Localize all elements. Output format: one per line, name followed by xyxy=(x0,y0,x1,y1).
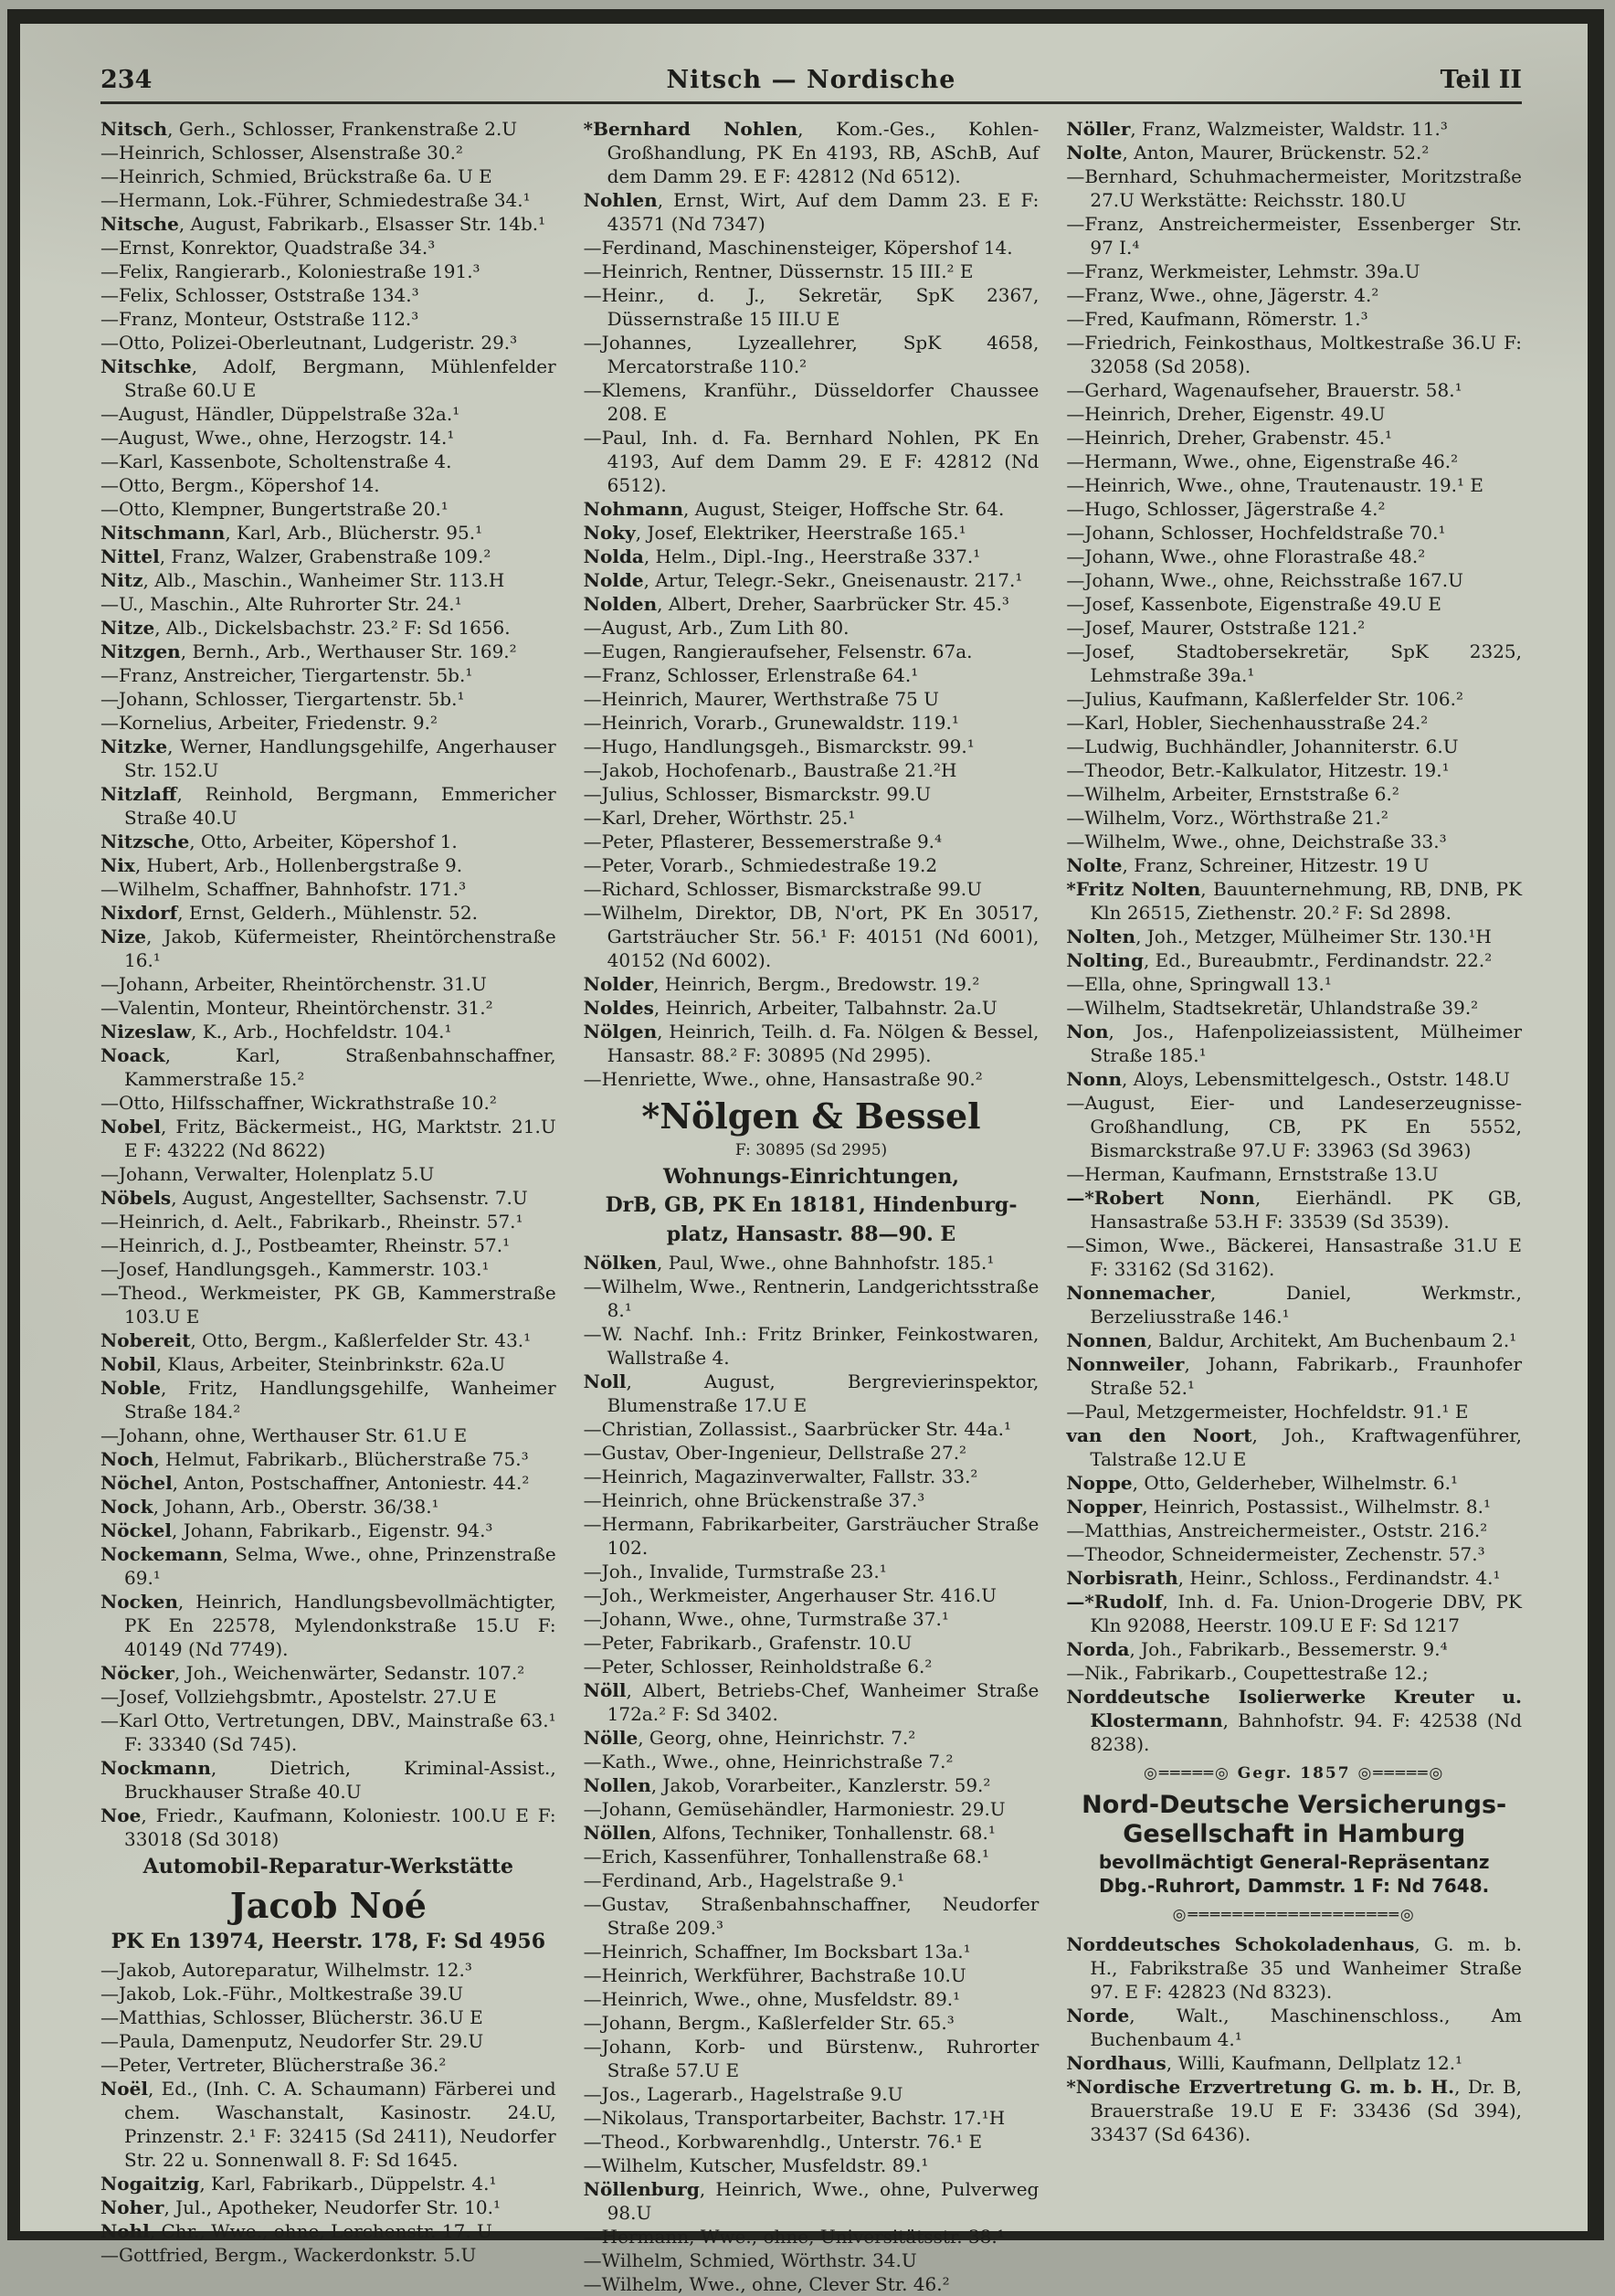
directory-entry: —Otto, Polizei-Oberleutnant, Ludgeristr. 29.³ xyxy=(100,332,518,354)
directory-entry: —Peter, Schlosser, Reinholdstraße 6.² xyxy=(583,1655,933,1677)
directory-entry: —Eugen, Rangieraufseher, Felsenstr. 67a. xyxy=(583,640,973,662)
directory-entry: —*Rudolf, Inh. d. Fa. Union-Drogerie DBV, PK Kln 92088, Heerstr. 109.U E F: Sd 1217 xyxy=(1066,1591,1523,1636)
directory-entry: Nitz, Alb., Maschin., Wanheimer Str. 113.H xyxy=(100,569,505,591)
directory-entry: —Johann, Schlosser, Tiergartenstr. 5b.¹ xyxy=(100,688,465,710)
directory-entry: Nocken, Heinrich, Handlungsbevollmächtigter, PK En 22578, Mylendonkstraße 15.U F: 40149 (Nd 7749). xyxy=(100,1591,556,1660)
surname-bold: Nonnemacher xyxy=(1066,1282,1210,1304)
directory-entry: —Otto, Hilfsschaffner, Wickrathstraße 10.² xyxy=(100,1092,497,1114)
directory-entry: Nöllenburg, Heinrich, Wwe., ohne, Pulverweg 98.U xyxy=(583,2177,1040,2224)
directory-entry: —Peter, Pflasterer, Bessemerstraße 9.⁴ xyxy=(583,831,943,852)
directory-entry: —Heinrich, Rentner, Düssernstr. 15 III.² E xyxy=(583,260,974,282)
surname-bold: Nollen xyxy=(583,1773,651,1796)
directory-entry: —Johann, Korb- und Bürstenw., Ruhrorter Straße 57.U E xyxy=(583,2035,1040,2081)
directory-entry: Nöcker, Joh., Weichenwärter, Sedanstr. 107.² xyxy=(100,1662,525,1684)
directory-entry: —Henriette, Wwe., ohne, Hansastraße 90.² xyxy=(583,1068,983,1090)
ad-line: Gesellschaft in Hamburg xyxy=(1123,1820,1466,1849)
directory-entry: —Nikolaus, Transportarbeiter, Bachstr. 17.¹H xyxy=(583,2106,1006,2129)
directory-entry: —Gerhard, Wagenaufseher, Brauerstr. 58.¹ xyxy=(1066,379,1462,401)
directory-entry: —Heinrich, Vorarb., Grunewaldstr. 119.¹ xyxy=(583,712,959,734)
directory-entry: —Josef, Maurer, Oststraße 121.² xyxy=(1066,617,1366,639)
ad-line: ◎═══════════════════◎ xyxy=(1172,1905,1416,1924)
surname-bold: Norda xyxy=(1066,1638,1130,1660)
directory-entry: —Josef, Stadtobersekretär, SpK 2325, Lehmstraße 39a.¹ xyxy=(1066,640,1523,686)
part-label: Teil II xyxy=(1440,66,1522,94)
directory-entry: —Franz, Werkmeister, Lehmstr. 39a.U xyxy=(1066,260,1420,282)
directory-entry: Nonnemacher, Daniel, Werkmstr., Berzeliusstraße 146.¹ xyxy=(1066,1282,1523,1328)
directory-entry: —Johann, Gemüsehändler, Harmoniestr. 29.U xyxy=(583,1797,1006,1820)
directory-entry: Nöll, Albert, Betriebs-Chef, Wanheimer Straße 172a.² F: Sd 3402. xyxy=(583,1678,1040,1725)
directory-entry: Nitze, Alb., Dickelsbachstr. 23.² F: Sd 1656. xyxy=(100,617,511,639)
directory-entry: —Heinrich, d. Aelt., Fabrikarb., Rheinstr. 57.¹ xyxy=(100,1211,523,1233)
ad-line: F: 30895 (Sd 2995) xyxy=(734,1140,888,1159)
surname-bold: Noble xyxy=(100,1377,161,1399)
directory-entry: —August, Händler, Düppelstraße 32a.¹ xyxy=(100,403,460,425)
directory-entry: —Matthias, Anstreichermeister., Oststr. 216.² xyxy=(1066,1519,1488,1541)
directory-entry: *Fritz Nolten, Bauunternehmung, RB, DNB, PK Kln 26515, Ziethenstr. 20.² F: Sd 2898. xyxy=(1066,878,1523,924)
directory-entry: —Richard, Schlosser, Bismarckstraße 99.U xyxy=(583,878,982,900)
surname-bold: Nonn xyxy=(1066,1068,1123,1090)
directory-entry: Noll, August, Bergrevierinspektor, Blumenstraße 17.U E xyxy=(583,1370,1040,1416)
directory-entry: Nolda, Helm., Dipl.-Ing., Heerstraße 337.¹ xyxy=(583,545,981,567)
surname-bold: Noack xyxy=(100,1044,165,1066)
directory-entry: Nohl, Chr., Wwe., ohne, Lerchenstr. 17. U xyxy=(100,2219,492,2242)
surname-bold: Noll xyxy=(583,1370,627,1392)
ad-line: Nord-Deutsche Versicherungs- xyxy=(1082,1791,1507,1820)
directory-entry: —Wilhelm, Vorz., Wörthstraße 21.² xyxy=(1066,807,1388,829)
directory-entry: —August, Wwe., ohne, Herzogstr. 14.¹ xyxy=(100,427,455,449)
directory-entry: Norde, Walt., Maschinenschloss., Am Buchenbaum 4.¹ xyxy=(1066,2004,1523,2050)
directory-entry: Nolte, Anton, Maurer, Brückenstr. 52.² xyxy=(1066,142,1430,164)
page-number: 234 xyxy=(100,66,153,94)
surname-bold: Nöchel xyxy=(100,1472,173,1494)
columns-container xyxy=(100,117,1522,2296)
surname-bold: Norddeutsche Isolierwerke Kreuter u. Klostermann xyxy=(1066,1686,1523,1731)
directory-entry: *Nordische Erzvertretung G. m. b. H., Dr. B, Brauerstraße 19.U E F: 33436 (Sd 394), 33437 (Sd 6436). xyxy=(1066,2075,1523,2145)
directory-entry: Nolde, Artur, Telegr.-Sekr., Gneisenaustr. 217.¹ xyxy=(583,569,1023,591)
directory-entry: Nöller, Franz, Walzmeister, Waldstr. 11.³ xyxy=(1066,118,1448,140)
directory-entry: —Franz, Wwe., ohne, Jägerstr. 4.² xyxy=(1066,284,1379,306)
directory-entry: —Kath., Wwe., ohne, Heinrichstraße 7.² xyxy=(583,1750,954,1772)
directory-entry: —Heinrich, Dreher, Eigenstr. 49.U xyxy=(1066,403,1386,425)
ad-line: bevollmächtigt General-Repräsentanz xyxy=(1098,1850,1490,1873)
surname-bold: Nix xyxy=(100,854,135,876)
directory-entry: Norda, Joh., Fabrikarb., Bessemerstr. 9.⁴ xyxy=(1066,1638,1448,1660)
directory-entry: —Fred, Kaufmann, Römerstr. 1.³ xyxy=(1066,308,1368,330)
directory-entry: —Ernst, Konrektor, Quadstraße 34.³ xyxy=(100,237,436,259)
directory-entry: Nolten, Joh., Metzger, Mülheimer Str. 130.¹H xyxy=(1066,926,1492,947)
surname-bold: Nolting xyxy=(1066,949,1144,971)
directory-entry: —Johann, Wwe., ohne, Reichsstraße 167.U xyxy=(1066,569,1463,591)
surname-bold: Nitzlaff xyxy=(100,783,177,805)
surname-bold: Nolda xyxy=(583,545,644,567)
surname-bold: Nizeslaw xyxy=(100,1021,191,1042)
surname-bold: Noky xyxy=(583,522,636,544)
directory-entry: —Josef, Vollziehgsbmtr., Apostelstr. 27.U E xyxy=(100,1686,497,1708)
directory-entry: —Nik., Fabrikarb., Coupettestraße 12.; xyxy=(1066,1662,1429,1684)
surname-bold: —*Rudolf xyxy=(1066,1591,1163,1613)
directory-entry: Nöbels, August, Angestellter, Sachsenstr. 7.U xyxy=(100,1187,528,1209)
surname-bold: Nolte xyxy=(1066,854,1123,876)
surname-bold: Nölken xyxy=(583,1251,658,1274)
directory-entry: —Peter, Fabrikarb., Grafenstr. 10.U xyxy=(583,1631,913,1654)
directory-entry: —Paul, Metzgermeister, Hochfeldstr. 91.¹ E xyxy=(1066,1401,1469,1423)
surname-bold: Nöcker xyxy=(100,1662,174,1684)
surname-bold: Noe xyxy=(100,1804,142,1826)
surname-bold: Nitz xyxy=(100,569,143,591)
directory-entry: —Heinrich, Maurer, Werthstraße 75 U xyxy=(583,688,939,710)
directory-entry: —Heinrich, Werkführer, Bachstraße 10.U xyxy=(583,1963,966,1986)
surname-bold: Nitze xyxy=(100,617,155,639)
directory-entry: —Hugo, Schlosser, Jägerstraße 4.² xyxy=(1066,498,1386,520)
surname-bold: Nonnen xyxy=(1066,1329,1147,1351)
directory-entry: —W. Nachf. Inh.: Fritz Brinker, Feinkostwaren, Wallstraße 4. xyxy=(583,1322,1040,1369)
surname-bold: Nolde xyxy=(583,569,644,591)
column-2 xyxy=(584,117,1040,2296)
directory-entry: —Hermann, Wwe., ohne, Universitätsstr. 38.¹ xyxy=(583,2225,1005,2248)
directory-entry: Nölle, Georg, ohne, Heinrichstr. 7.² xyxy=(583,1726,916,1749)
surname-bold: Nohlen xyxy=(583,189,658,211)
directory-entry: Nolte, Franz, Schreiner, Hitzestr. 19 U xyxy=(1066,854,1430,876)
directory-entry: Nogaitzig, Karl, Fabrikarb., Düppelstr. 4.¹ xyxy=(100,2172,497,2195)
surname-bold: Nöller xyxy=(1066,118,1131,140)
directory-entry: —Wilhelm, Wwe., ohne, Deichstraße 33.³ xyxy=(1066,831,1447,852)
directory-entry: —Theodor, Betr.-Kalkulator, Hitzestr. 19.¹ xyxy=(1066,759,1450,781)
directory-entry: —Joh., Invalide, Turmstraße 23.¹ xyxy=(583,1560,887,1582)
directory-entry: *Bernhard Nohlen, Kom.-Ges., Kohlen-Großhandlung, PK En 4193, RB, ASchB, Auf dem Damm 29. E F: 42812 (Nd 6512). xyxy=(583,118,1040,187)
surname-bold: Non xyxy=(1066,1021,1109,1042)
directory-entry: Nordhaus, Willi, Kaufmann, Dellplatz 12.¹ xyxy=(1066,2051,1463,2074)
directory-page xyxy=(20,24,1588,2295)
directory-entry: —Wilhelm, Wwe., ohne, Clever Str. 46.² xyxy=(583,2272,950,2295)
directory-entry: Nitzke, Werner, Handlungsgehilfe, Angerhauser Str. 152.U xyxy=(100,735,556,781)
directory-entry: —Felix, Schlosser, Oststraße 134.³ xyxy=(100,284,419,306)
surname-bold: *Fritz Nolten xyxy=(1066,878,1201,900)
directory-entry: —Herman, Kaufmann, Ernststraße 13.U xyxy=(1066,1163,1439,1185)
surname-bold: Nölgen xyxy=(583,1021,658,1042)
directory-entry: —Matthias, Schlosser, Blücherstr. 36.U E xyxy=(100,2005,483,2028)
directory-entry: Nölken, Paul, Wwe., ohne Bahnhofstr. 185.¹ xyxy=(583,1251,995,1274)
directory-entry: —Peter, Vorarb., Schmiedestraße 19.2 xyxy=(583,854,938,876)
directory-entry: —Johann, Arbeiter, Rheintörchenstr. 31.U xyxy=(100,973,487,995)
directory-entry: —Johann, ohne, Werthauser Str. 61.U E xyxy=(100,1424,468,1446)
column-3 xyxy=(1066,117,1522,2296)
directory-entry: —Josef, Handlungsgeh., Kammerstr. 103.¹ xyxy=(100,1258,490,1280)
directory-entry: Nonn, Aloys, Lebensmittelgesch., Oststr. 148.U xyxy=(1066,1068,1511,1090)
directory-entry: —Paula, Damenputz, Neudorfer Str. 29.U xyxy=(100,2029,484,2052)
surname-bold: Nonnweiler xyxy=(1066,1353,1185,1375)
directory-entry: Nize, Jakob, Küfermeister, Rheintörchenstraße 16.¹ xyxy=(100,926,556,971)
directory-entry: —Theod., Korbwarenhdlg., Unterstr. 76.¹ E xyxy=(583,2130,983,2153)
surname-bold: Nolden xyxy=(583,593,658,615)
directory-entry: Non, Jos., Hafenpolizeiassistent, Mülheimer Straße 185.¹ xyxy=(1066,1021,1523,1066)
directory-entry: Noack, Karl, Straßenbahnschaffner, Kammerstraße 15.² xyxy=(100,1044,556,1090)
directory-entry: —Valentin, Monteur, Rheintörchenstr. 31.² xyxy=(100,997,493,1019)
surname-bold: Nitschke xyxy=(100,355,192,377)
directory-entry: —*Robert Nonn, Eierhändl. PK GB, Hansastraße 53.H F: 33539 (Sd 3539). xyxy=(1066,1187,1523,1233)
directory-entry: Noch, Helmut, Fabrikarb., Blücherstraße 75.³ xyxy=(100,1448,529,1470)
directory-entry: —Johann, Bergm., Kaßlerfelder Str. 65.³ xyxy=(583,2011,955,2034)
ad-line: Wohnungs-Einrichtungen, xyxy=(662,1164,960,1189)
directory-entry: Nölgen, Heinrich, Teilh. d. Fa. Nölgen & Bessel, Hansastr. 88.² F: 30895 (Nd 2995). xyxy=(583,1021,1040,1066)
directory-entry: Nohlen, Ernst, Wirt, Auf dem Damm 23. E F: 43571 (Nd 7347) xyxy=(583,189,1040,235)
directory-entry: Nonnweiler, Johann, Fabrikarb., Fraunhofer Straße 52.¹ xyxy=(1066,1353,1523,1399)
ad-line: ◎═════◎ Gegr. 1857 ◎═════◎ xyxy=(1144,1764,1445,1783)
directory-entry: —Heinrich, ohne Brückenstraße 37.³ xyxy=(583,1488,925,1511)
directory-entry: —Ludwig, Buchhändler, Johanniterstr. 6.U xyxy=(1066,735,1459,757)
directory-entry: —Johann, Schlosser, Hochfeldstraße 70.¹ xyxy=(1066,522,1446,544)
surname-bold: Nitschmann xyxy=(100,522,226,544)
surname-bold: Nolten xyxy=(1066,926,1136,947)
directory-entry: —Felix, Rangierarb., Koloniestraße 191.³ xyxy=(100,260,480,282)
directory-entry: —Heinrich, Magazinverwalter, Fallstr. 33.² xyxy=(583,1465,978,1487)
surname-bold: Nixdorf xyxy=(100,902,178,924)
directory-entry: —Franz, Anstreichermeister, Essenberger Str. 97 I.⁴ xyxy=(1066,213,1523,259)
directory-entry: Noe, Friedr., Kaufmann, Koloniestr. 100.U E F: 33018 (Sd 3018) xyxy=(100,1804,556,1850)
surname-bold: Nittel xyxy=(100,545,160,567)
directory-entry: Nitzlaff, Reinhold, Bergmann, Emmericher Straße 40.U xyxy=(100,783,556,829)
directory-entry: —Friedrich, Feinkosthaus, Moltkestraße 36.U F: 32058 (Sd 2058). xyxy=(1066,332,1523,377)
directory-entry: —Wilhelm, Schmied, Wörthstr. 34.U xyxy=(583,2248,917,2271)
directory-entry: —Bernhard, Schuhmachermeister, Moritzstraße 27.U Werkstätte: Reichsstr. 180.U xyxy=(1066,165,1523,211)
directory-entry: Nöchel, Anton, Postschaffner, Antoniestr. 44.² xyxy=(100,1472,530,1494)
directory-entry: —Hermann, Wwe., ohne, Eigenstraße 46.² xyxy=(1066,450,1459,472)
directory-entry: Nöckel, Johann, Fabrikarb., Eigenstr. 94.³ xyxy=(100,1519,493,1541)
directory-entry: Nix, Hubert, Arb., Hollenbergstraße 9. xyxy=(100,854,463,876)
directory-entry: Nitschmann, Karl, Arb., Blücherstr. 95.¹ xyxy=(100,522,483,544)
surname-bold: Nize xyxy=(100,926,146,947)
surname-bold: Nobel xyxy=(100,1116,161,1137)
surname-bold: Nohl xyxy=(100,2219,150,2242)
directory-entry: Norddeutsches Schokoladenhaus, G. m. b. H., Fabrikstraße 35 und Wanheimer Straße 97. E F: 42823 (Nd 8323). xyxy=(1066,1932,1523,2003)
directory-entry: Nolder, Heinrich, Bergm., Bredowstr. 19.² xyxy=(583,973,980,995)
surname-bold: —*Robert Nonn xyxy=(1066,1187,1255,1209)
directory-entry: —Jos., Lagerarb., Hagelstraße 9.U xyxy=(583,2082,903,2105)
ad-line: PK En 13974, Heerstr. 178, F: Sd 4956 xyxy=(111,1930,546,1954)
directory-entry: —Heinrich, d. J., Postbeamter, Rheinstr. 57.¹ xyxy=(100,1234,511,1256)
directory-entry: —Jakob, Lok.-Führ., Moltkestraße 39.U xyxy=(100,1982,464,2005)
directory-entry: —Jakob, Autoreparatur, Wilhelmstr. 12.³ xyxy=(100,1958,472,1981)
directory-entry: —Franz, Anstreicher, Tiergartenstr. 5b.¹ xyxy=(100,664,473,686)
surname-bold: Nobereit xyxy=(100,1329,191,1351)
directory-entry: Nopper, Heinrich, Postassist., Wilhelmstr. 8.¹ xyxy=(1066,1496,1491,1518)
directory-entry: van den Noort, Joh., Kraftwagenführer, Talstraße 12.U E xyxy=(1066,1424,1523,1470)
surname-bold: Nöllen xyxy=(583,1821,651,1844)
ad-line: Dbg.-Ruhrort, Dammstr. 1 F: Nd 7648. xyxy=(1099,1874,1490,1897)
ad-line: Automobil-Reparatur-Werkstätte xyxy=(142,1855,514,1878)
directory-entry: Noppe, Otto, Gelderheber, Wilhelmstr. 6.¹ xyxy=(1066,1472,1459,1494)
directory-entry: Nitschke, Adolf, Bergmann, Mühlenfelder Straße 60.U E xyxy=(100,355,556,401)
directory-entry: —Johann, Verwalter, Holenplatz 5.U xyxy=(100,1163,435,1185)
surname-bold: Nordhaus xyxy=(1066,2051,1166,2074)
directory-entry: —Heinrich, Schmied, Brückstraße 6a. U E xyxy=(100,165,492,187)
directory-entry: Nöllen, Alfons, Techniker, Tonhallenstr. 68.¹ xyxy=(583,1821,996,1844)
directory-entry: —Theodor, Schneidermeister, Zechenstr. 57.³ xyxy=(1066,1543,1485,1565)
surname-bold: Nitsche xyxy=(100,213,179,235)
directory-entry: Noldes, Heinrich, Arbeiter, Talbahnstr. 2a.U xyxy=(583,997,998,1019)
directory-entry: —Josef, Kassenbote, Eigenstraße 49.U E xyxy=(1066,593,1441,615)
directory-entry: —Hermann, Fabrikarbeiter, Garsträucher Straße 102. xyxy=(583,1512,1040,1559)
directory-entry: —Heinr., d. J., Sekretär, SpK 2367, Düssernstraße 15 III.U E xyxy=(583,284,1040,330)
directory-entry: Nohmann, August, Steiger, Hoffsche Str. 64. xyxy=(583,498,1005,520)
directory-entry: Nitzsche, Otto, Arbeiter, Köpershof 1. xyxy=(100,831,458,852)
directory-entry: —August, Arb., Zum Lith 80. xyxy=(583,617,850,639)
directory-entry: —Joh., Werkmeister, Angerhauser Str. 416.U xyxy=(583,1583,997,1606)
directory-entry: Nitsche, August, Fabrikarb., Elsasser Str. 14b.¹ xyxy=(100,213,546,235)
directory-entry: —Heinrich, Wwe., ohne, Musfeldstr. 89.¹ xyxy=(583,1987,961,2010)
surname-bold: Nölle xyxy=(583,1726,639,1749)
surname-bold: Noldes xyxy=(583,997,654,1019)
directory-entry: Norddeutsche Isolierwerke Kreuter u. Klostermann, Bahnhofstr. 94. F: 42538 (Nd 8238). xyxy=(1066,1686,1523,1755)
directory-entry: —Otto, Bergm., Köpershof 14. xyxy=(100,474,380,496)
directory-entry: —Ferdinand, Arb., Hagelstraße 9.¹ xyxy=(583,1868,904,1891)
directory-entry: —Wilhelm, Schaffner, Bahnhofstr. 171.³ xyxy=(100,878,467,900)
directory-entry: —Wilhelm, Wwe., Rentnerin, Landgerichtsstraße 8.¹ xyxy=(583,1275,1040,1321)
surname-bold: Nogaitzig xyxy=(100,2172,200,2195)
directory-entry: —Paul, Inh. d. Fa. Bernhard Nohlen, PK En 4193, Auf dem Damm 29. E F: 42812 (Nd 6512). xyxy=(583,427,1040,496)
surname-bold: Nolder xyxy=(583,973,654,995)
ad-line: *Nölgen & Bessel xyxy=(641,1095,981,1137)
directory-entry: Nockemann, Selma, Wwe., ohne, Prinzenstraße 69.¹ xyxy=(100,1543,556,1589)
directory-entry: —Gustav, Ober-Ingenieur, Dellstraße 27.² xyxy=(583,1441,967,1464)
surname-bold: Nöckel xyxy=(100,1519,172,1541)
directory-entry: Noël, Ed., (Inh. C. A. Schaumann) Färberei und chem. Waschanstalt, Kasinostr. 24.U, Prinzenstr. 2.¹ F: 32415 (Sd 2411), Neudorfer Str. 22 u. Sonnenwall 8. F: Sd 1645. xyxy=(100,2077,556,2171)
directory-entry: Nolden, Albert, Dreher, Saarbrücker Str. 45.³ xyxy=(583,593,1009,615)
directory-entry: Nobil, Klaus, Arbeiter, Steinbrinkstr. 62a.U xyxy=(100,1353,506,1375)
surname-bold: Nockmann xyxy=(100,1757,211,1779)
ad-line: platz, Hansastr. 88—90. E xyxy=(666,1222,956,1246)
ad-line: DrB, GB, PK En 18181, Hindenburg- xyxy=(605,1193,1018,1218)
directory-entry: —Julius, Schlosser, Bismarckstr. 99.U xyxy=(583,783,932,805)
directory-entry: Nollen, Jakob, Vorarbeiter., Kanzlerstr. 59.² xyxy=(583,1773,991,1796)
directory-entry: Nockmann, Dietrich, Kriminal-Assist., Bruckhauser Straße 40.U xyxy=(100,1757,556,1803)
directory-entry: —Otto, Klempner, Bungertstraße 20.¹ xyxy=(100,498,449,520)
surname-bold: van den Noort xyxy=(1066,1424,1252,1446)
directory-entry: —Peter, Vertreter, Blücherstraße 36.² xyxy=(100,2053,447,2076)
directory-entry: Nock, Johann, Arb., Oberstr. 36/38.¹ xyxy=(100,1496,439,1518)
directory-entry: —Karl, Dreher, Wörthstr. 25.¹ xyxy=(583,807,856,829)
surname-bold: Nitzgen xyxy=(100,640,181,662)
surname-bold: Nöbels xyxy=(100,1187,172,1209)
directory-entry: Noher, Jul., Apotheker, Neudorfer Str. 10.¹ xyxy=(100,2195,501,2218)
directory-entry: —Heinrich, Schlosser, Alsenstraße 30.² xyxy=(100,142,463,164)
surname-bold: Nopper xyxy=(1066,1496,1143,1518)
directory-entry: Nobel, Fritz, Bäckermeist., HG, Marktstr. 21.U E F: 43222 (Nd 8622) xyxy=(100,1116,556,1161)
directory-entry: —Hugo, Handlungsgeh., Bismarckstr. 99.¹ xyxy=(583,735,975,757)
directory-entry: —Kornelius, Arbeiter, Friedenstr. 9.² xyxy=(100,712,438,734)
directory-entry: Nixdorf, Ernst, Gelderh., Mühlenstr. 52. xyxy=(100,902,478,924)
directory-entry: —Jakob, Hochofenarb., Baustraße 21.²H xyxy=(583,759,957,781)
directory-entry: —Wilhelm, Stadtsekretär, Uhlandstraße 39.² xyxy=(1066,997,1479,1019)
surname-bold: Norde xyxy=(1066,2004,1130,2026)
surname-bold: *Nordische Erzvertretung G. m. b. H. xyxy=(1066,2075,1455,2098)
surname-bold: Noher xyxy=(100,2195,164,2218)
directory-entry: —Gottfried, Bergm., Wackerdonkstr. 5.U xyxy=(100,2243,477,2266)
directory-entry: Nolting, Ed., Bureaubmtr., Ferdinandstr. 22.² xyxy=(1066,949,1493,971)
directory-entry: —Theod., Werkmeister, PK GB, Kammerstraße 103.U E xyxy=(100,1282,556,1328)
directory-entry: Nizeslaw, K., Arb., Hochfeldstr. 104.¹ xyxy=(100,1021,452,1042)
surname-bold: Nitzke xyxy=(100,735,168,757)
header-rule xyxy=(100,101,1522,104)
directory-entry: —Wilhelm, Kutscher, Musfeldstr. 89.¹ xyxy=(583,2153,929,2176)
surname-bold: *Bernhard Nohlen xyxy=(583,118,798,140)
directory-entry: —Heinrich, Dreher, Grabenstr. 45.¹ xyxy=(1066,427,1393,449)
surname-bold: Noël xyxy=(100,2077,148,2100)
directory-entry: —Simon, Wwe., Bäckerei, Hansastraße 31.U E F: 33162 (Sd 3162). xyxy=(1066,1234,1523,1280)
directory-entry: —Johannes, Lyzeallehrer, SpK 4658, Mercatorstraße 110.² xyxy=(583,332,1040,377)
surname-bold: Noppe xyxy=(1066,1472,1133,1494)
surname-bold: Nocken xyxy=(100,1591,178,1613)
directory-entry: —Wilhelm, Arbeiter, Ernststraße 6.² xyxy=(1066,783,1399,805)
directory-entry: —Erich, Kassenführer, Tonhallenstraße 68.¹ xyxy=(583,1845,989,1867)
directory-entry: —Karl, Hobler, Siechenhausstraße 24.² xyxy=(1066,712,1429,734)
directory-entry: —Heinrich, Wwe., ohne, Trautenaustr. 19.¹ E xyxy=(1066,474,1484,496)
directory-entry: Noky, Josef, Elektriker, Heerstraße 165.¹ xyxy=(583,522,966,544)
directory-entry: —Ferdinand, Maschinensteiger, Köpershof 14. xyxy=(583,237,1013,259)
directory-entry: Nonnen, Baldur, Architekt, Am Buchenbaum 2.¹ xyxy=(1066,1329,1517,1351)
surname-bold: Nöllenburg xyxy=(583,2177,700,2200)
surname-bold: Nohmann xyxy=(583,498,684,520)
surname-bold: Nobil xyxy=(100,1353,156,1375)
surname-bold: Nitzsche xyxy=(100,831,190,852)
surname-bold: Nolte xyxy=(1066,142,1123,164)
directory-entry: Norbisrath, Heinr., Schloss., Ferdinandstr. 4.¹ xyxy=(1066,1567,1501,1589)
directory-entry: —Franz, Monteur, Oststraße 112.³ xyxy=(100,308,419,330)
directory-entry: —Johann, Wwe., ohne Florastraße 48.² xyxy=(1066,545,1426,567)
directory-entry: —Karl, Kassenbote, Scholtenstraße 4. xyxy=(100,450,452,472)
directory-entry: —Wilhelm, Direktor, DB, N'ort, PK En 30517, Gartsträucher Str. 56.¹ F: 40151 (Nd 6001), 40152 (Nd 6002). xyxy=(583,902,1040,971)
surname-bold: Nockemann xyxy=(100,1543,223,1565)
directory-entry: —Johann, Wwe., ohne, Turmstraße 37.¹ xyxy=(583,1607,949,1630)
directory-entry: Noble, Fritz, Handlungsgehilfe, Wanheimer Straße 184.² xyxy=(100,1377,556,1423)
directory-entry: Nitzgen, Bernh., Arb., Werthauser Str. 169.² xyxy=(100,640,517,662)
directory-entry: —August, Eier- und Landeserzeugnisse-Großhandlung, CB, PK En 5552, Bismarckstraße 97.U F: 33963 (Sd 3963) xyxy=(1066,1092,1523,1161)
surname-bold: Nöll xyxy=(583,1678,627,1701)
column-1 xyxy=(100,117,556,2296)
directory-entry: —Franz, Schlosser, Erlenstraße 64.¹ xyxy=(583,664,919,686)
directory-entry: —Karl Otto, Vertretungen, DBV., Mainstraße 63.¹ F: 33340 (Sd 745). xyxy=(100,1709,556,1755)
directory-entry: —U., Maschin., Alte Ruhrorter Str. 24.¹ xyxy=(100,593,462,615)
directory-entry: —Hermann, Lok.-Führer, Schmiedestraße 34.¹ xyxy=(100,189,531,211)
surname-bold: Nitsch xyxy=(100,118,168,140)
ad-line: Jacob Noé xyxy=(229,1884,427,1926)
surname-bold: Nock xyxy=(100,1496,153,1518)
directory-entry: —Heinrich, Schaffner, Im Bocksbart 13a.¹ xyxy=(583,1940,971,1963)
surname-bold: Noch xyxy=(100,1448,154,1470)
page-header xyxy=(100,66,1522,94)
directory-entry: Nitsch, Gerh., Schlosser, Frankenstraße 2.U xyxy=(100,118,518,140)
directory-entry: —Julius, Kaufmann, Kaßlerfelder Str. 106.² xyxy=(1066,688,1463,710)
directory-entry: Nobereit, Otto, Bergm., Kaßlerfelder Str. 43.¹ xyxy=(100,1329,532,1351)
page-title: Nitsch — Nordische xyxy=(666,66,956,94)
directory-entry: —Christian, Zollassist., Saarbrücker Str. 44a.¹ xyxy=(583,1417,1011,1440)
directory-entry: —Ella, ohne, Springwall 13.¹ xyxy=(1066,973,1332,995)
directory-entry: —Gustav, Straßenbahnschaffner, Neudorfer Straße 209.³ xyxy=(583,1892,1040,1939)
directory-entry: Nittel, Franz, Walzer, Grabenstraße 109.² xyxy=(100,545,491,567)
surname-bold: Norbisrath xyxy=(1066,1567,1178,1589)
directory-entry: —Klemens, Kranführ., Düsseldorfer Chaussee 208. E xyxy=(583,379,1040,425)
surname-bold: Norddeutsches Schokoladenhaus xyxy=(1066,1932,1415,1955)
